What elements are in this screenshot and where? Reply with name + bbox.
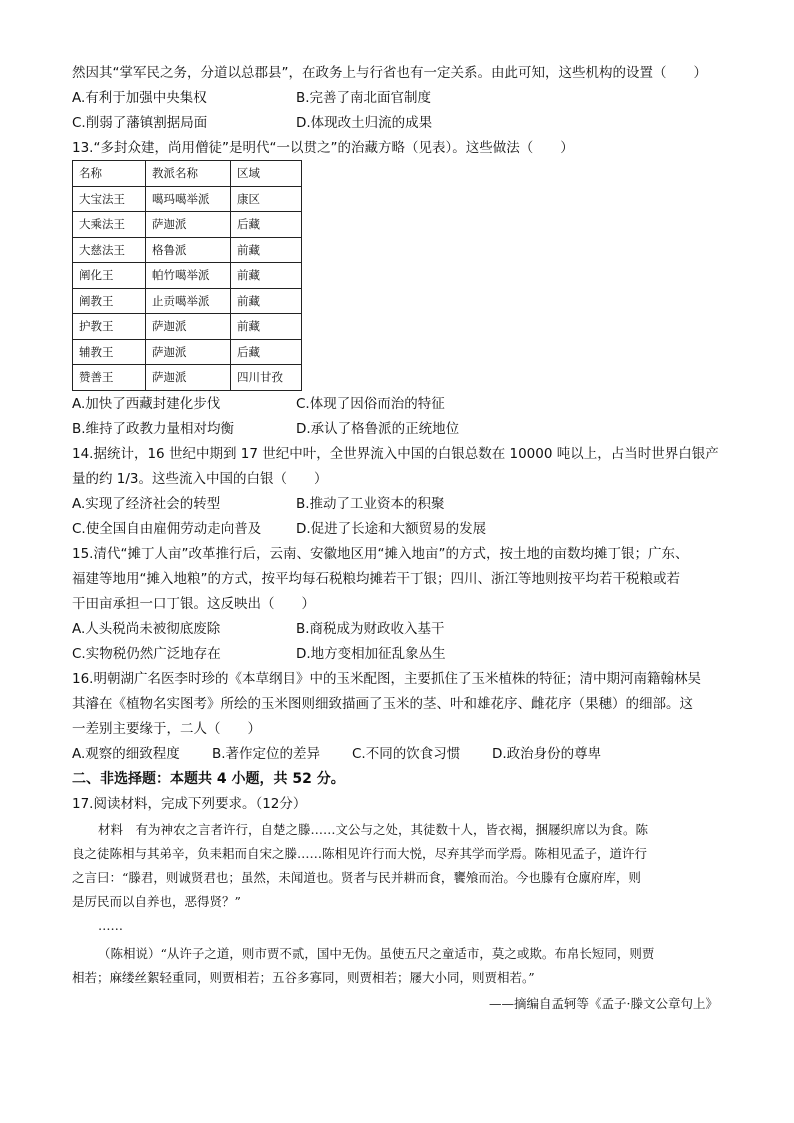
table-cell: 辅教王 bbox=[73, 339, 146, 365]
q12-option-d: D.体现改土归流的成果 bbox=[296, 115, 433, 131]
q15-stem-line-2: 福建等地用“摊入地粮”的方式，按平均每石税粮均摊若干丁银；四川、浙江等地则按平均若干税粮或若 bbox=[72, 571, 680, 587]
q17-ellipsis: …… bbox=[98, 918, 123, 933]
table-cell: 萨迦派 bbox=[146, 339, 231, 365]
table-header-cell: 名称 bbox=[73, 161, 146, 187]
q12-option-a: A.有利于加强中央集权 bbox=[72, 90, 207, 106]
table-cell: 前藏 bbox=[231, 263, 302, 289]
table-cell: 护教王 bbox=[73, 314, 146, 340]
table-row bbox=[73, 212, 302, 238]
table-row bbox=[73, 288, 302, 314]
q12-option-b: B.完善了南北面官制度 bbox=[296, 90, 432, 106]
q12-stem-end: 然因其“掌军民之务，分道以总郡县”，在政务上与行省也有一定关系。由此可知，这些机构的设置（ ） bbox=[72, 65, 707, 81]
q17-source: ——摘编自孟轲等《孟子·滕文公章句上》 bbox=[489, 996, 718, 1011]
table-cell: 噶玛噶举派 bbox=[146, 186, 231, 212]
table-cell: 大乘法王 bbox=[73, 212, 146, 238]
q16-stem-line-3: 一差别主要缘于，二人（ ） bbox=[72, 721, 261, 737]
table-cell: 后藏 bbox=[231, 212, 302, 238]
q17-material-line-5: （陈相说）“从许子之道，则市贾不贰，国中无伪。虽使五尺之童适市，莫之或欺。布帛长短同，则贾 bbox=[98, 946, 655, 961]
q17-material-line-6: 相若；麻缕丝絮轻重同，则贾相若；五谷多寡同，则贾相若；屦大小同，则贾相若。” bbox=[72, 970, 535, 985]
table-row bbox=[73, 186, 302, 212]
q16-option-d: D.政治身份的尊卑 bbox=[492, 746, 602, 762]
table-cell: 萨迦派 bbox=[146, 314, 231, 340]
table-cell: 前藏 bbox=[231, 288, 302, 314]
table-row bbox=[73, 263, 302, 289]
q14-option-c: C.使全国自由雇佣劳动走向普及 bbox=[72, 521, 262, 537]
table-cell: 阐教王 bbox=[73, 288, 146, 314]
table-cell: 帕竹噶举派 bbox=[146, 263, 231, 289]
q15-option-d: D.地方变相加征乱象丛生 bbox=[296, 646, 446, 662]
table-cell: 后藏 bbox=[231, 339, 302, 365]
table-cell: 萨迦派 bbox=[146, 212, 231, 238]
table-cell: 大慈法王 bbox=[73, 237, 146, 263]
table-row bbox=[73, 339, 302, 365]
table-cell: 大宝法王 bbox=[73, 186, 146, 212]
q14-option-a: A.实现了经济社会的转型 bbox=[72, 496, 221, 512]
q13-stem: 13.“多封众建，尚用僧徒”是明代“一以贯之”的治藏方略（见表）。这些做法（ ） bbox=[72, 140, 574, 156]
q16-option-c: C.不同的饮食习惯 bbox=[352, 746, 461, 762]
q14-option-b: B.推动了工业资本的积聚 bbox=[296, 496, 445, 512]
q15-option-b: B.商税成为财政收入基干 bbox=[296, 621, 445, 637]
q13-option-d: D.承认了格鲁派的正统地位 bbox=[296, 421, 460, 437]
q15-option-c: C.实物税仍然广泛地存在 bbox=[72, 646, 221, 662]
table-header-cell: 区域 bbox=[231, 161, 302, 187]
section-2-heading: 二、非选择题：本题共 4 小题，共 52 分。 bbox=[72, 771, 345, 787]
q13-table bbox=[72, 160, 302, 391]
q17-material-line-2: 良之徒陈相与其弟辛，负耒耜而自宋之滕……陈相见许行而大悦，尽弃其学而学焉。陈相见孟子，道许行 bbox=[72, 846, 648, 861]
q16-stem-line-1: 16.明朝湖广名医李时珍的《本草纲目》中的玉米配图，主要抓住了玉米植株的特征；清中期河南籍翰林吴 bbox=[72, 671, 701, 687]
table-cell: 阐化王 bbox=[73, 263, 146, 289]
q17-stem: 17.阅读材料，完成下列要求。（12分） bbox=[72, 796, 307, 812]
q17-material-line-4: 是厉民而以自养也，恶得贤？” bbox=[72, 894, 241, 909]
q12-option-c: C.削弱了藩镇割据局面 bbox=[72, 115, 208, 131]
table-cell: 萨迦派 bbox=[146, 365, 231, 391]
q15-stem-line-3: 干田亩承担一口丁银。这反映出（ ） bbox=[72, 596, 315, 612]
q15-option-a: A.人头税尚未被彻底废除 bbox=[72, 621, 221, 637]
q13-option-a: A.加快了西藏封建化步伐 bbox=[72, 396, 221, 412]
table-row bbox=[73, 237, 302, 263]
table-cell: 止贡噶举派 bbox=[146, 288, 231, 314]
table-cell: 前藏 bbox=[231, 314, 302, 340]
q17-material-line-1: 材料 有为神农之言者许行，自楚之滕……文公与之处，其徒数十人，皆衣褐，捆屦织席以为食。陈 bbox=[98, 822, 649, 837]
q14-option-d: D.促进了长途和大额贸易的发展 bbox=[296, 521, 487, 537]
q13-option-c: C.体现了因俗而治的特征 bbox=[296, 396, 445, 412]
table-cell: 前藏 bbox=[231, 237, 302, 263]
table-cell: 四川甘孜 bbox=[231, 365, 302, 391]
table-header-cell: 教派名称 bbox=[146, 161, 231, 187]
table-cell: 康区 bbox=[231, 186, 302, 212]
table-cell: 格鲁派 bbox=[146, 237, 231, 263]
q15-stem-line-1: 15.清代“摊丁人亩”改革推行后，云南、安徽地区用“摊入地亩”的方式，按土地的亩数均摊丁银；广东、 bbox=[72, 546, 689, 562]
q16-stem-line-2: 其濬在《植物名实图考》所绘的玉米图则细致描画了玉米的茎、叶和雄花序、雌花序（果穗）的细部。这 bbox=[72, 696, 693, 712]
table-row bbox=[73, 365, 302, 391]
q14-stem-line-1: 14.据统计，16 世纪中期到 17 世纪中叶，全世界流入中国的白银总数在 10000 吨以上，占当时世界白银产 bbox=[72, 446, 719, 462]
q17-material-line-3: 之言曰：“滕君，则诚贤君也；虽然，未闻道也。贤者与民并耕而食，饔飧而治。今也滕有仓廪府库，则 bbox=[72, 870, 641, 885]
table-row bbox=[73, 314, 302, 340]
q16-option-b: B.著作定位的差异 bbox=[212, 746, 321, 762]
table-cell: 赞善王 bbox=[73, 365, 146, 391]
q13-option-b: B.维持了政教力量相对均衡 bbox=[72, 421, 235, 437]
q14-stem-line-2: 量的约 1/3。这些流入中国的白银（ ） bbox=[72, 471, 328, 487]
q16-option-a: A.观察的细致程度 bbox=[72, 746, 180, 762]
table-header-row bbox=[73, 161, 302, 187]
